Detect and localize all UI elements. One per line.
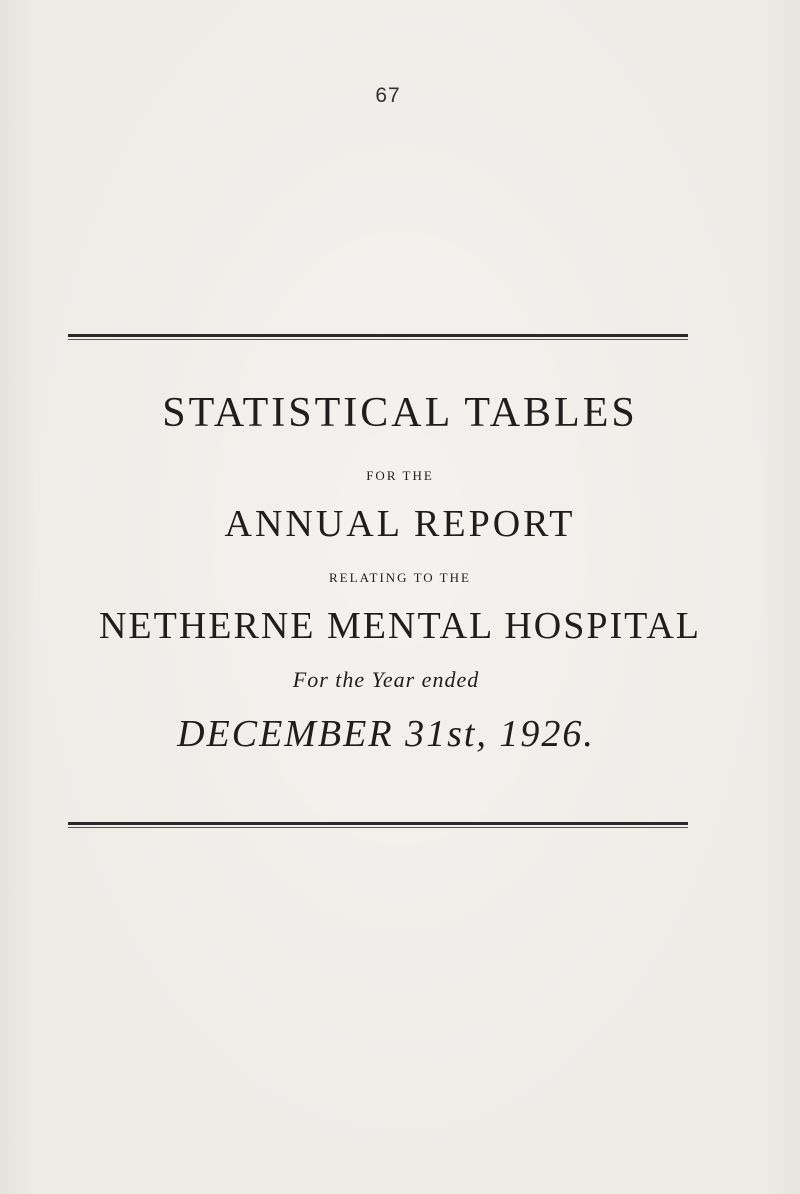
- bottom-rule-thick: [68, 822, 688, 825]
- bottom-rule-thin: [68, 827, 688, 828]
- year-ended-label: For the Year ended: [292, 667, 480, 692]
- annual-report-title: ANNUAL REPORT: [224, 503, 576, 545]
- report-date: DECEMBER 31st, 1926.: [177, 713, 595, 755]
- statistical-tables-title: STATISTICAL TABLES: [162, 390, 638, 436]
- top-rule-thin: [68, 339, 688, 340]
- page-number: 67: [375, 84, 401, 107]
- for-the-connector: FOR THE: [366, 468, 434, 483]
- top-rule-thick: [68, 334, 688, 337]
- hospital-name: NETHERNE MENTAL HOSPITAL: [98, 605, 701, 647]
- relating-to-the-connector: RELATING TO THE: [329, 570, 471, 585]
